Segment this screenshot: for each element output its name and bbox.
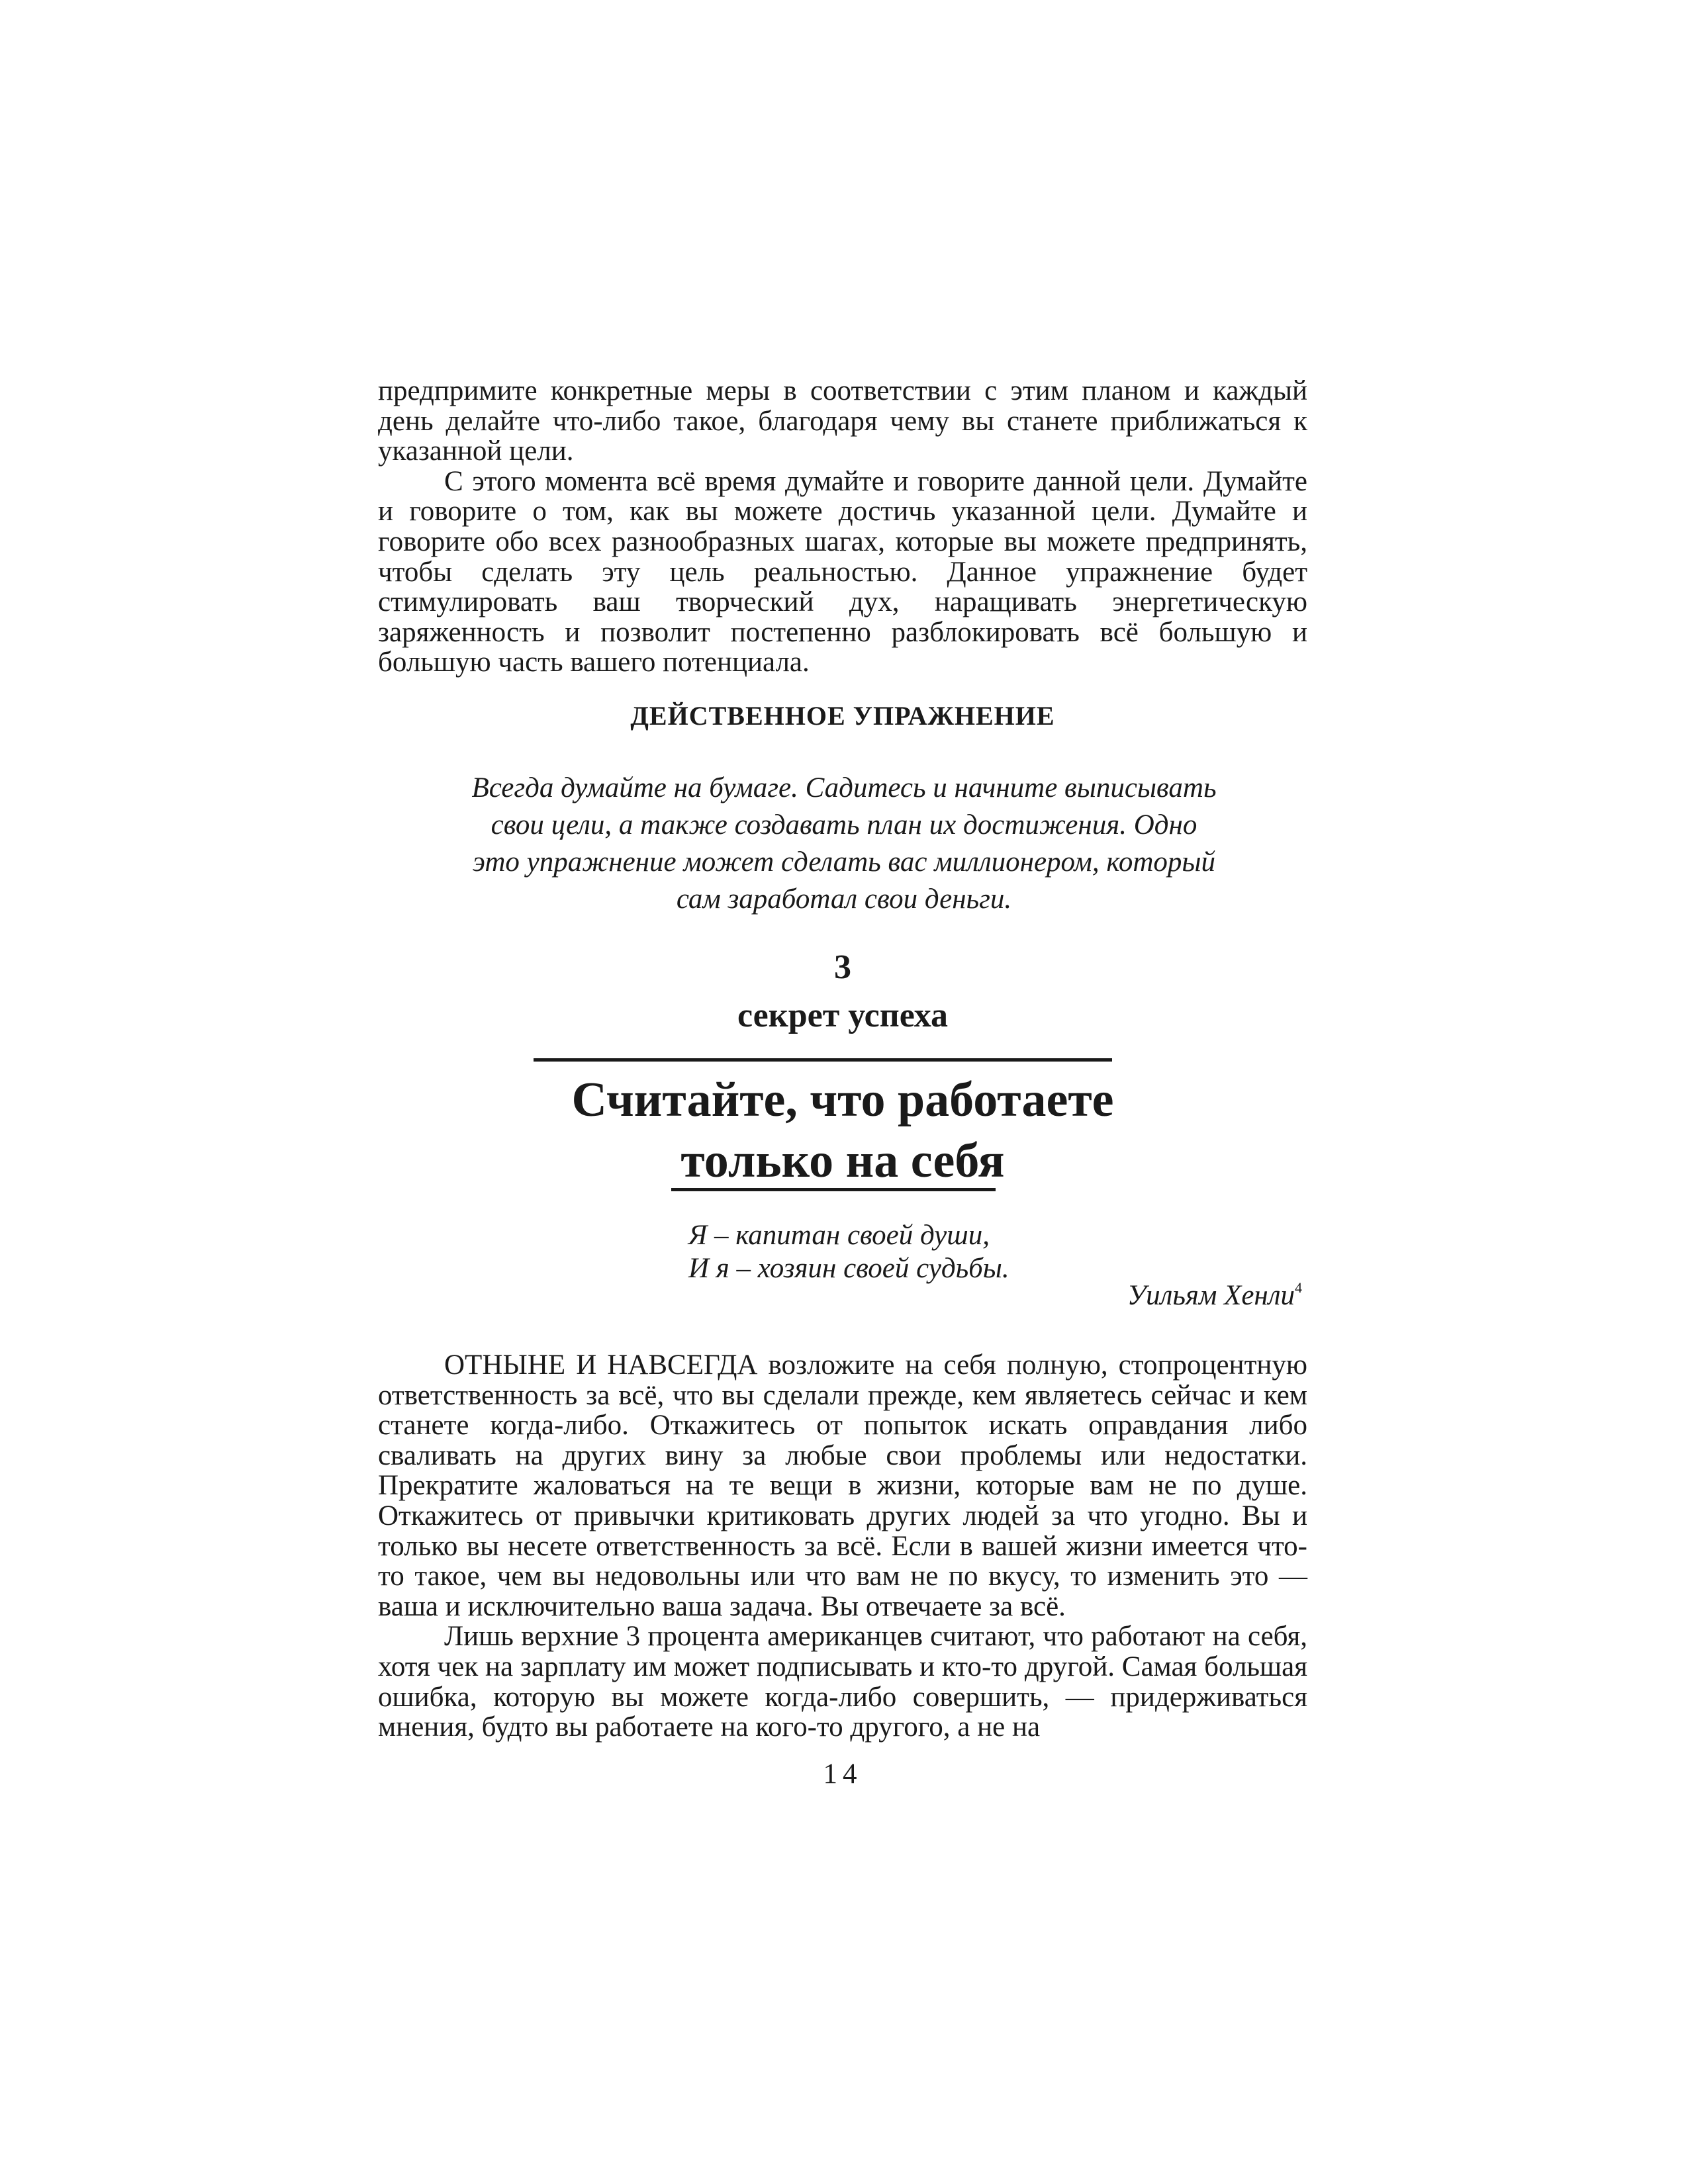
chapter-title-line-2: только на себя: [680, 1134, 1005, 1188]
epigraph-line-1: Я – капитан своей души,: [688, 1220, 990, 1251]
body-text: [378, 1350, 1307, 1743]
epigraph-author-name: Уильям Хенли: [1127, 1280, 1295, 1311]
chapter-label: секрет успеха: [737, 997, 949, 1034]
chapter-number: 3: [834, 948, 851, 986]
page-number: 14: [823, 1758, 863, 1790]
epigraph-line-2: И я – хозяин своей судьбы.: [688, 1253, 1009, 1284]
chapter-title: [378, 1069, 1307, 1191]
exercise-line-1: Всегда думайте на бумаге. Садитесь и начните выписывать: [471, 772, 1217, 803]
title-rule-top: [534, 1058, 1112, 1062]
intro-paragraph-1: предпримите конкретные меры в соответствии с этим планом и каждый день делайте что-либо такое, благодаря чему вы станете приближаться к указанной цели.: [378, 375, 1307, 467]
epigraph-author: [1127, 1279, 1302, 1312]
exercise-line-4: сам заработал свои деньги.: [676, 884, 1012, 915]
exercise-line-3: это упражнение может сделать вас миллионером, который: [472, 846, 1216, 878]
body-paragraph-2: Лишь верхние 3 процента американцев считают, что работают на себя, хотя чек на зарплату им может подписывать и кто-то другой. Самая большая ошибка, которую вы можете когда-либо совершить, — придерживаться мнения, будто вы работаете на кого-то другого, а не на: [378, 1621, 1307, 1743]
exercise-text: [410, 770, 1278, 918]
exercise-line-2: свои цели, а также создавать план их достижения. Одно: [491, 809, 1197, 841]
title-rule-bottom: [671, 1188, 996, 1191]
body-paragraph-1: ОТНЫНЕ И НАВСЕГДА возложите на себя полную, стопроцентную ответственность за всё, что вы сделали прежде, кем являетесь сейчас и кем станете когда-либо. Откажитесь от попыток искать оправдания либо сваливать на других вину за любые свои проблемы или недостатки. Прекратите жаловаться на те вещи в жизни, которые вам не по душе. Откажитесь от привычки критиковать других людей за что угодно. Вы и только вы несете ответственность за всё. Если в вашей жизни имеется что-то такое, чем вы недовольны или что вам не по вкусу, то изменить это — ваша и исключительно ваша задача. Вы отвечаете за всё.: [378, 1349, 1307, 1622]
intro-paragraph-2: С этого момента всё время думайте и говорите данной цели. Думайте и говорите о том, как вы можете достичь указанной цели. Думайте и говорите обо всех разнообразных шагах, которые вы можете предпринять, чтобы сделать эту цель реальностью. Данное упражнение будет стимулировать ваш творческий дух, наращивать энергетическую заряженность и позволит постепенно разблокировать всё большую и большую часть вашего потенциала.: [378, 465, 1307, 678]
chapter-title-line-1: Считайте, что работаете: [571, 1073, 1114, 1127]
intro-text: [378, 376, 1307, 678]
epigraph: [688, 1219, 1009, 1285]
footnote-ref[interactable]: 4: [1295, 1279, 1302, 1296]
exercise-heading: ДЕЙСТВЕННОЕ УПРАЖНЕНИЕ: [630, 701, 1055, 731]
